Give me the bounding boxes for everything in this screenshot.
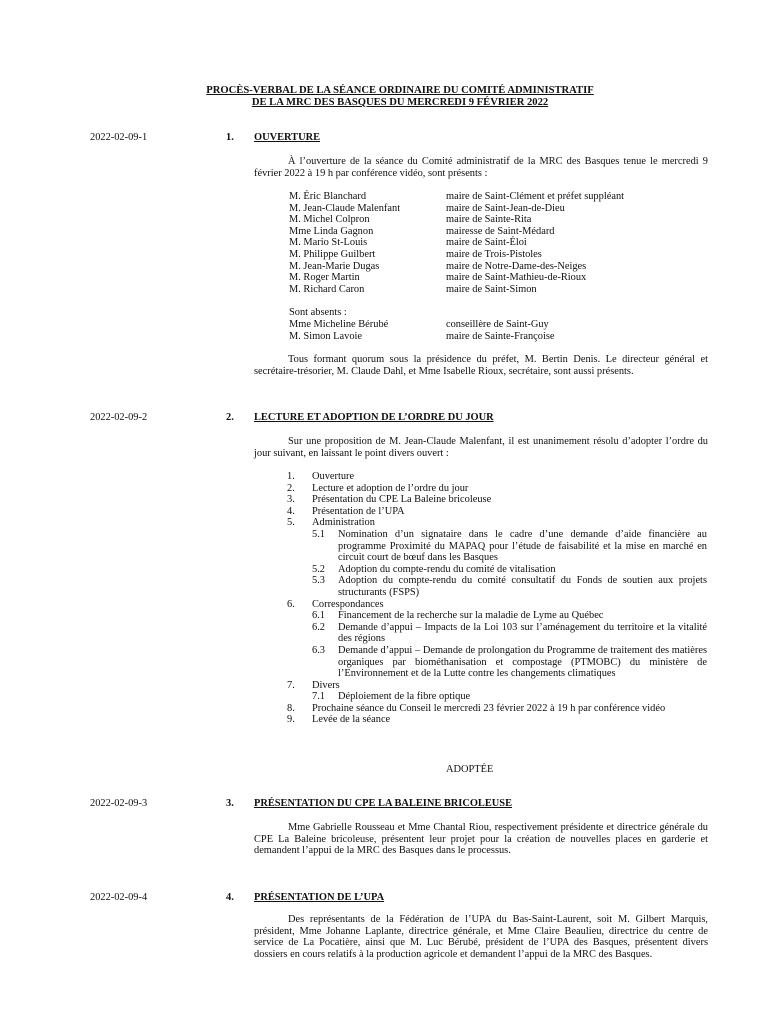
agenda-subitem: 7.1 Déploiement de la fibre optique bbox=[312, 691, 471, 703]
agenda-subitem: 6.1 Financement de la recherche sur la maladie de Lyme au Québec bbox=[312, 610, 604, 622]
attendee-name: M. Roger Martin bbox=[289, 272, 360, 284]
agenda-subitem: 5.1 Nomination d’un signataire dans le cadre d’une demande d’aide financière au programme Proximité du MAPAQ pour l’étude de faisabilité et la mise en marché en circuit court de bœuf dans les Basques bbox=[312, 528, 707, 564]
attendee-role: maire de Notre-Dame-des-Neiges bbox=[446, 260, 587, 272]
attendee-role: maire de Saint-Jean-de-Dieu bbox=[446, 202, 565, 214]
attendee-name: M. Philippe Guilbert bbox=[289, 248, 376, 260]
agenda-subitem: 6.3 Demande d’appui – Demande de prolongation du Programme de traitement des matières organiques par biométhanisation et compostage (PTMOBC) du ministère de l’Environnement et de la Lutte contre les changements climatiques bbox=[312, 644, 707, 680]
document-title bbox=[100, 85, 700, 109]
agenda-item: 9. Levée de la séance bbox=[287, 714, 391, 726]
absent-name: M. Simon Lavoie bbox=[289, 330, 363, 342]
attendee-role: maire de Saint-Simon bbox=[446, 283, 537, 295]
attendee-role: maire de Trois-Pistoles bbox=[446, 248, 542, 260]
agenda-subitem: 6.2 Demande d’appui – Impacts de la Loi 103 sur l’aménagement du territoire et la vitalité des régions bbox=[312, 621, 707, 645]
attendee-name: M. Jean-Marie Dugas bbox=[289, 260, 380, 272]
attendee-name: M. Michel Colpron bbox=[289, 214, 370, 226]
quorum-paragraph: Tous formant quorum sous la présidence du préfet, M. Bertin Denis. Le directeur général et secrétaire-trésorier, M. Claude Dahl, et Mme Isabelle Rioux, secrétaire, sont aussi présents. bbox=[254, 354, 708, 377]
agenda-item: 3. Présentation du CPE La Baleine bricoleuse bbox=[287, 494, 492, 506]
absent-role: conseillère de Saint-Guy bbox=[446, 319, 549, 330]
agenda-list bbox=[287, 471, 707, 726]
attendee-name: Mme Linda Gagnon bbox=[289, 225, 374, 237]
resolution-number: 2022-02-09-3 bbox=[90, 798, 148, 809]
attendee-name: M. Richard Caron bbox=[289, 283, 365, 295]
section-number: 4. bbox=[226, 892, 234, 903]
attendee-name: M. Éric Blanchard bbox=[289, 191, 367, 202]
title-line-2: DE LA MRC DES BASQUES DU MERCREDI 9 FÉVRIER 2022 bbox=[251, 97, 549, 108]
section-body: Mme Gabrielle Rousseau et Mme Chantal Riou, respectivement présidente et directrice générale du CPE La Baleine bricoleuse, présentent leur projet pour la création de nouvelles places en garderie et demandent l’appui de la MRC des Basques dans le processus. bbox=[254, 822, 708, 857]
section-heading: LECTURE ET ADOPTION DE L’ORDRE DU JOUR bbox=[254, 412, 494, 423]
agenda-subitem: 5.2 Adoption du compte-rendu du comité de vitalisation bbox=[312, 563, 556, 575]
attendee-role: mairesse de Saint-Médard bbox=[446, 225, 555, 237]
agenda-item: 7. Divers bbox=[287, 679, 340, 691]
agenda-subitem: 5.3 Adoption du compte-rendu du comité consultatif du Fonds de soutien aux projets structurants (FSPS) bbox=[312, 575, 707, 598]
attendee-role: maire de Sainte-Rita bbox=[446, 214, 532, 226]
resolution-number: 2022-02-09-4 bbox=[90, 892, 148, 903]
agenda-item: 8. Prochaine séance du Conseil le mercredi 23 février 2022 à 19 h par conférence vidéo bbox=[287, 702, 666, 714]
resolution-number: 2022-02-09-2 bbox=[90, 412, 148, 423]
agenda-item: 1. Ouverture bbox=[287, 471, 355, 482]
section-number: 2. bbox=[226, 412, 234, 423]
section-number: 3. bbox=[226, 798, 234, 809]
attendee-name: M. Mario St-Louis bbox=[289, 237, 368, 249]
section-intro: Sur une proposition de M. Jean-Claude Malenfant, il est unanimement résolu d’adopter l’ordre du jour suivant, en laissant le point divers ouvert : bbox=[254, 436, 708, 459]
section-heading: PRÉSENTATION DU CPE LA BALEINE BRICOLEUSE bbox=[254, 798, 512, 809]
title-line-1: PROCÈS-VERBAL DE LA SÉANCE ORDINAIRE DU COMITÉ ADMINISTRATIF bbox=[206, 85, 594, 96]
absent-label: Sont absents : bbox=[289, 307, 347, 318]
attendee-role: maire de Saint-Clément et préfet suppléant bbox=[446, 191, 625, 202]
section-heading: OUVERTURE bbox=[254, 132, 321, 143]
attendee-role: maire de Saint-Éloi bbox=[446, 237, 527, 249]
section-number: 1. bbox=[226, 132, 234, 143]
agenda-item: 4. Présentation de l’UPA bbox=[287, 505, 405, 517]
agenda-item: 6. Correspondances bbox=[287, 598, 384, 610]
absent-role: maire de Sainte-Françoise bbox=[446, 330, 555, 342]
agenda-item: 5. Administration bbox=[287, 517, 375, 529]
section-intro: À l’ouverture de la séance du Comité administratif de la MRC des Basques tenue le mercredi 9 février 2022 à 19 h par conférence vidéo, sont présents : bbox=[254, 156, 708, 179]
agenda-item: 2. Lecture et adoption de l’ordre du jour bbox=[287, 482, 469, 494]
adopted-label: ADOPTÉE bbox=[446, 764, 494, 775]
attendee-name: M. Jean-Claude Malenfant bbox=[289, 202, 401, 214]
absent-name: Mme Micheline Bérubé bbox=[289, 319, 389, 330]
resolution-number: 2022-02-09-1 bbox=[90, 132, 148, 143]
section-body: Des représentants de la Fédération de l’UPA du Bas-Saint-Laurent, soit M. Gilbert Marquis, président, Mme Johanne Laplante, directrice générale, et Mme Claire Beaulieu, directrice du centre de service de La Pocatière, ainsi que M. Luc Bérubé, président de l’UPA des Basques, présentent divers dossiers en cours relatifs à la production agricole et demandent l’appui de la MRC des Basques. bbox=[254, 914, 708, 960]
section-heading: PRÉSENTATION DE L’UPA bbox=[254, 892, 385, 903]
attendee-role: maire de Saint-Mathieu-de-Rioux bbox=[446, 272, 587, 284]
